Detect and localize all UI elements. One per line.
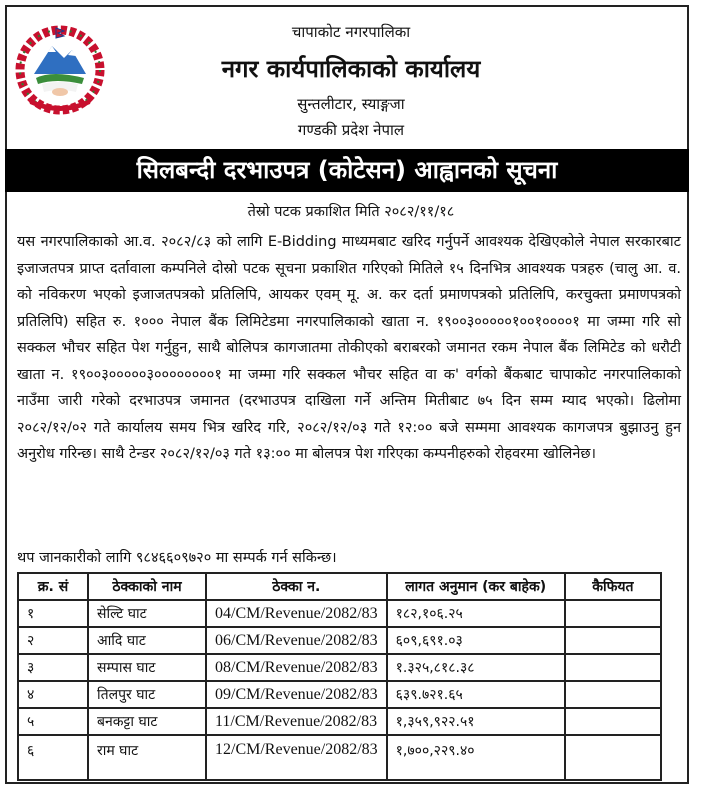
table-row	[18, 708, 661, 735]
contract-number-cell: 04/CM/Revenue/2082/83	[206, 600, 387, 627]
tender-table	[17, 572, 662, 781]
table-row	[18, 627, 661, 654]
remarks-cell	[565, 627, 661, 654]
notice-header	[0, 0, 702, 140]
serial-cell: ४	[18, 681, 88, 708]
publication-date: तेस्रो पटक प्रकाशित मिति २०८२/११/१८	[247, 204, 455, 220]
contract-name-cell: राम घाट	[88, 735, 206, 780]
cost-estimate-cell: १८२,१०६.२५	[387, 600, 565, 627]
office-location: सुन्तलीटार, स्याङ्गजा	[297, 95, 405, 113]
contract-name-cell: आदि घाट	[88, 627, 206, 654]
table-header-row	[18, 573, 661, 600]
office-title: नगर कार्यपालिकाको कार्यालय	[221, 55, 481, 83]
contract-number-cell: 06/CM/Revenue/2082/83	[206, 627, 387, 654]
contract-name-cell: बनकट्टा घाट	[88, 708, 206, 735]
header-contract-number: ठेक्का न.	[206, 573, 387, 600]
notice-title-banner: सिलबन्दी दरभाउपत्र (कोटेसन) आह्वानको सूचना	[5, 149, 689, 192]
header-remarks: कैफियत	[565, 573, 661, 600]
cost-estimate-cell: ६०९,६९१.०३	[387, 627, 565, 654]
serial-cell: ६	[18, 735, 88, 780]
contract-number-cell: 09/CM/Revenue/2082/83	[206, 681, 387, 708]
cost-estimate-cell: ६३९.७२१.६५	[387, 681, 565, 708]
province-name: गण्डकी प्रदेश नेपाल	[297, 121, 405, 139]
remarks-cell	[565, 600, 661, 627]
remarks-cell	[565, 654, 661, 681]
serial-cell: २	[18, 627, 88, 654]
contract-name-cell: सेल्टि घाट	[88, 600, 206, 627]
municipality-name: चापाकोट नगरपालिका	[291, 23, 411, 41]
table-row	[18, 654, 661, 681]
serial-cell: ५	[18, 708, 88, 735]
remarks-cell	[565, 735, 661, 780]
table-row	[18, 600, 661, 627]
remarks-cell	[565, 708, 661, 735]
cost-estimate-cell: १.३२५,८१८.३८	[387, 654, 565, 681]
serial-cell: १	[18, 600, 88, 627]
contract-number-cell: 11/CM/Revenue/2082/83	[206, 708, 387, 735]
header-contract-name: ठेक्काको नाम	[88, 573, 206, 600]
table-row	[18, 735, 661, 780]
cost-estimate-cell: १,७००,२२९.४०	[387, 735, 565, 780]
header-cost-estimate: लागत अनुमान (कर बाहेक)	[387, 573, 565, 600]
header-serial: क्र. सं	[18, 573, 88, 600]
contact-info: थप जानकारीको लागि ९८४६६०९७२० मा सम्पर्क गर्न सकिन्छ।	[17, 550, 337, 566]
serial-cell: ३	[18, 654, 88, 681]
cost-estimate-cell: १,३५९,९२२.५१	[387, 708, 565, 735]
notice-body: यस नगरपालिकाको आ.व. २०८२/८३ को लागि E-Bidding माध्यमबाट खरिद गर्नुपर्ने आवश्यक देखिएकोले नेपाल सरकारबाट इजाजतपत्र प्राप्त दर्तावाला कम्पनिले दोस्रो पटक सूचना प्रकाशित गरिएको मितिले १५ दिनभित्र आवश्यक पत्रहरु (चालु आ. व. को नविकरण भएको इजाजतपत्रको प्रतिलिपि, आयकर एवम् मू. अ. कर दर्ता प्रमाणपत्रको प्रतिलिपि, करचुक्ता प्रमाणपत्रको प्रतिलिपि) सहित रु. १००० नेपाल बैंक लिमिटेडमा नगरपालिकाको खाता न. १९००३०००००१००१००००१ मा जम्मा गरि सो सक्कल भौचर सहित पेश गर्नुहुन, साथै बोलिपत्र कागजातमा तोकीएको बराबरको जमानत रकम नेपाल बैंक लिमिटेड को धरौटी खाता न. १९००३०००००३००००००००१ मा जम्मा गरि सक्कल भौचर सहित वा क' वर्गको बैंकबाट चापाकोट नगरपालिकाको नाउँमा जारी गरेको दरभाउपत्र जमानत (दरभाउपत्र दाखिला गर्ने अन्तिम मितीबाट ७५ दिन सम्म म्याद भएको। ढिलोमा २०८२/१२/०२ गते कार्यालय समय भित्र खरिद गरि, २०८२/१२/०३ गते १२:०० बजे सम्ममा आवश्यक कागजपत्र बुझाउनु हुन अनुरोध गरिन्छ। साथै टेन्डर २०८२/१२/०३ गते १३:०० मा बोलपत्र पेश गरिएका कम्पनीहरुको रोहवरमा खोलिनेछ।	[17, 234, 681, 462]
remarks-cell	[565, 681, 661, 708]
contract-name-cell: सम्पास घाट	[88, 654, 206, 681]
table-row	[18, 681, 661, 708]
contract-number-cell: 08/CM/Revenue/2082/83	[206, 654, 387, 681]
contract-name-cell: तिलपुर घाट	[88, 681, 206, 708]
contract-number-cell: 12/CM/Revenue/2082/83	[206, 735, 387, 780]
